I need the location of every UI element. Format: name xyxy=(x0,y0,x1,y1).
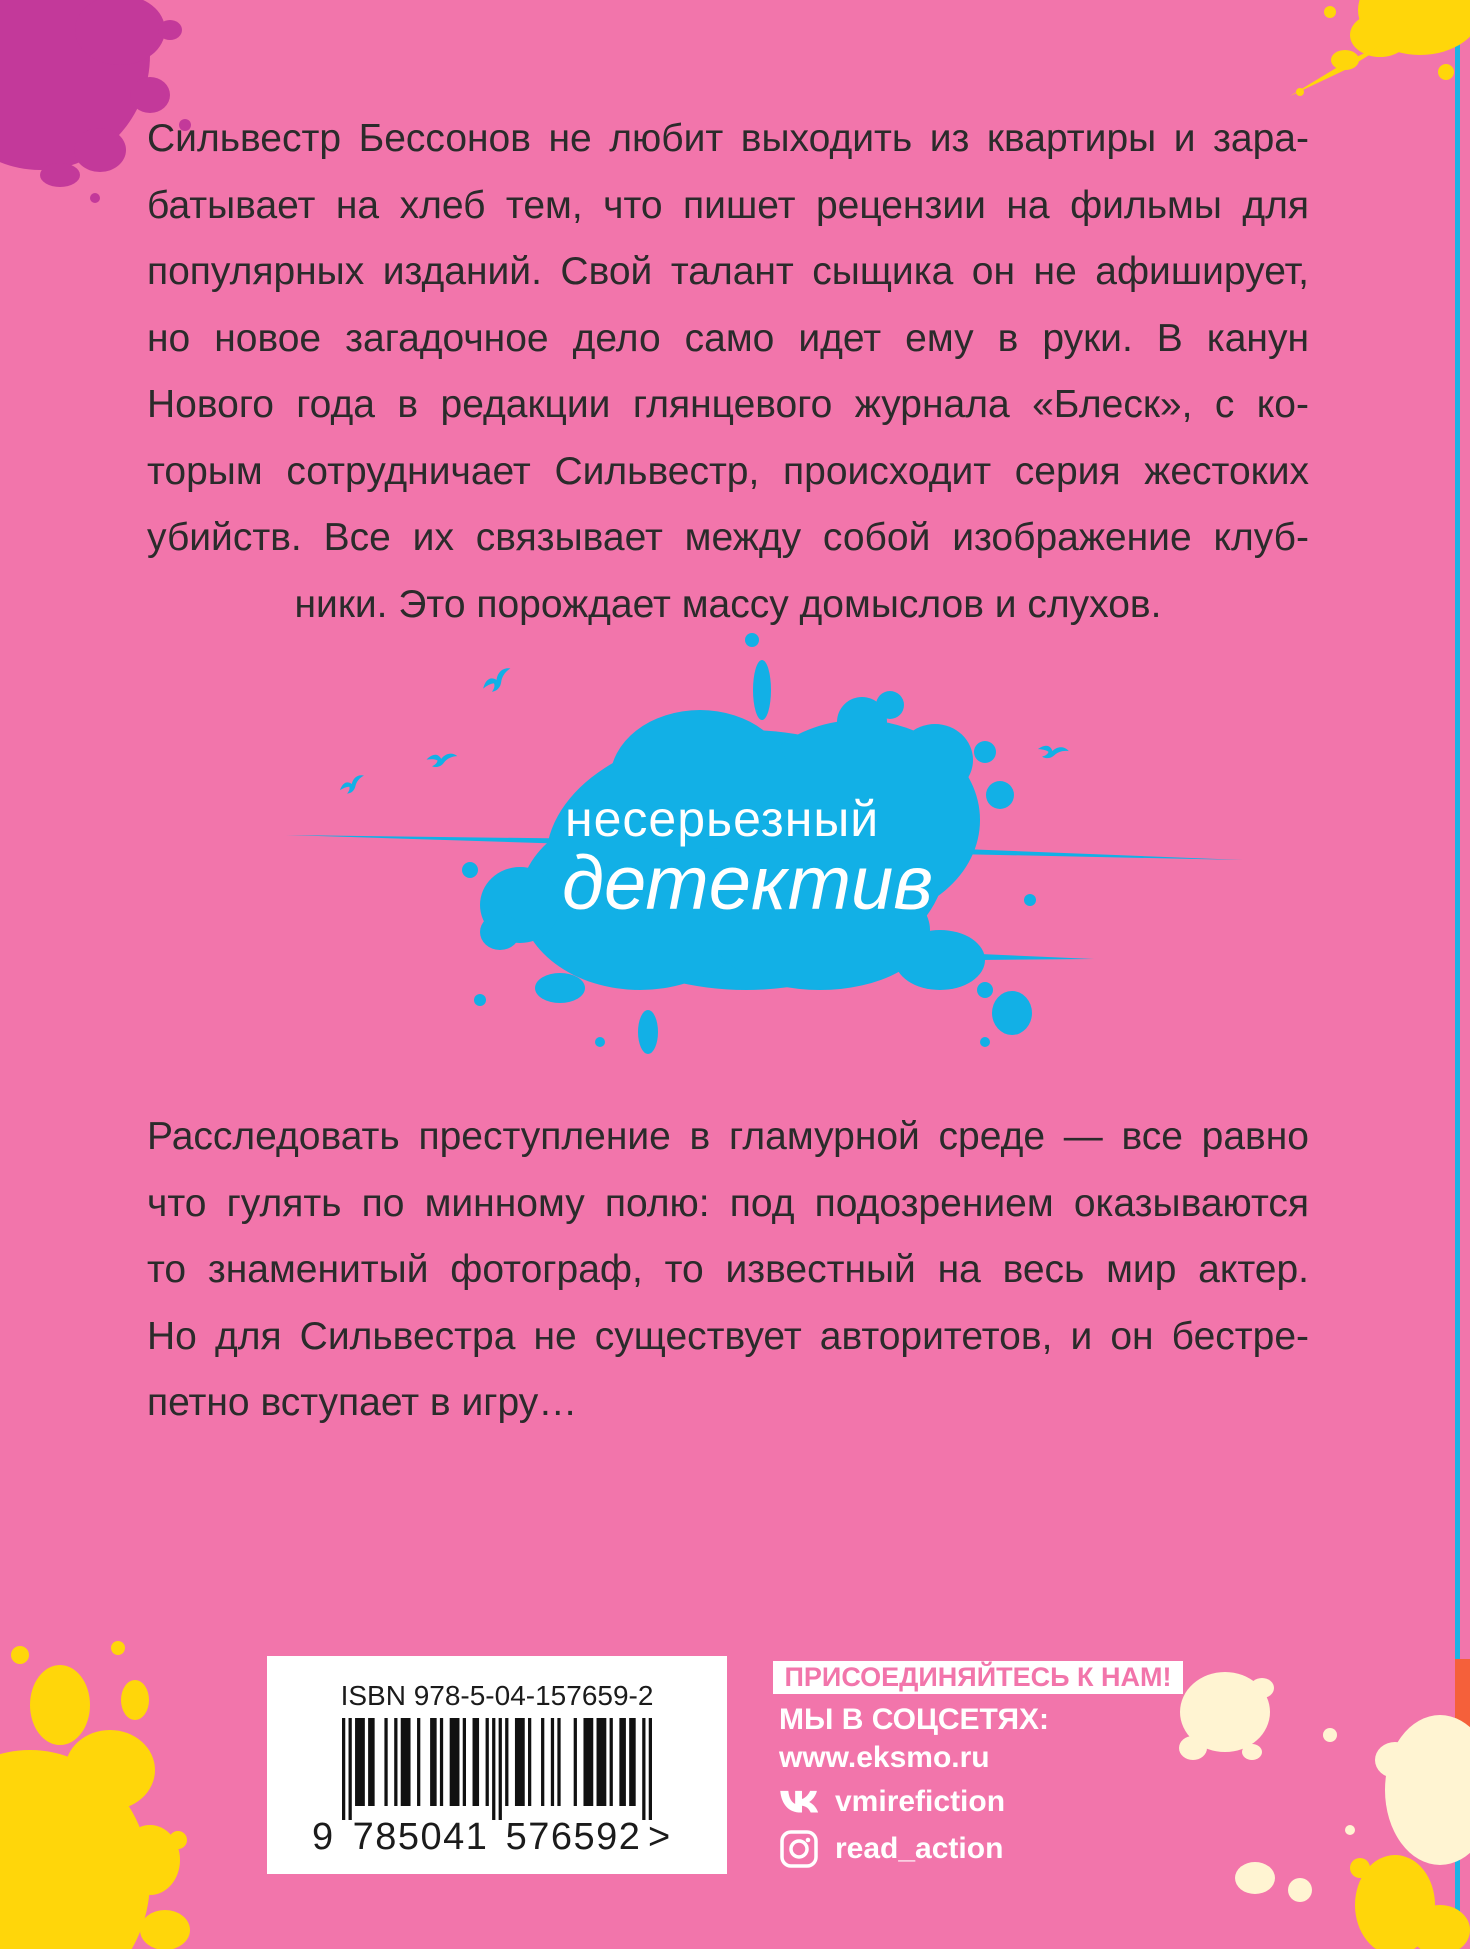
instagram-icon xyxy=(779,1829,819,1869)
barcode-bar xyxy=(394,1718,397,1806)
instagram-handle: read_action xyxy=(835,1832,1004,1865)
yellow-splash-blob xyxy=(65,1730,155,1810)
yellow-splash-streak xyxy=(1290,36,1400,96)
blue-splash-blob xyxy=(897,724,973,796)
blue-splash-blob xyxy=(974,741,996,763)
blurb-line: но новое загадочное дело само идет ему в руки. В канун xyxy=(147,316,1309,360)
magenta-splash-blob xyxy=(74,128,126,172)
blurb-line: батывает на хлеб тем, что пишет рецензии на фильмы для xyxy=(147,183,1309,227)
blue-splash-blob xyxy=(595,1037,605,1047)
blurb-line: Расследовать преступление в гламурной среде — все равно xyxy=(147,1115,1309,1158)
barcode-bar xyxy=(619,1718,626,1806)
barcode-bar xyxy=(463,1718,466,1806)
website-label: www.eksmo.ru xyxy=(779,1741,990,1774)
barcode-bar xyxy=(551,1718,554,1806)
barcode-bar xyxy=(541,1718,544,1806)
blurb-line: Но для Сильвестра не существует авторитетов, и он бестре- xyxy=(147,1314,1309,1358)
blue-splash-blob xyxy=(895,930,985,990)
cream-splash-blob xyxy=(1288,1878,1312,1902)
blue-splash-blob xyxy=(535,973,585,1003)
yellow-splash-blob xyxy=(1438,64,1454,80)
yellow-splash-top-right xyxy=(1290,0,1470,96)
yellow-splash-blob xyxy=(1350,13,1410,57)
instagram-lens xyxy=(791,1841,807,1857)
barcode-bar xyxy=(505,1718,508,1806)
barcode-panel xyxy=(267,1656,727,1874)
cream-splash-blob xyxy=(1385,1715,1470,1865)
blue-splash-blob xyxy=(1024,894,1036,906)
barcode-bar xyxy=(610,1718,613,1806)
barcode-bar xyxy=(440,1718,443,1806)
barcode-bar xyxy=(528,1718,531,1806)
yellow-splash-blob xyxy=(169,1831,187,1849)
blue-splash-blob xyxy=(638,1010,658,1054)
edge-strip-cyan xyxy=(1455,0,1460,1949)
cream-splash-bottom-right xyxy=(1179,1672,1470,1902)
cream-splash-blob xyxy=(1242,1744,1262,1760)
blue-splash-blob xyxy=(753,660,771,720)
blue-splash-blob xyxy=(876,691,904,719)
barcode-bar xyxy=(629,1718,636,1806)
barcode-bar xyxy=(597,1718,607,1806)
blurb-line: ники. Это порождает массу домыслов и слухов. xyxy=(294,582,1162,626)
isbn-label: ISBN 978-5-04-157659-2 xyxy=(340,1680,654,1711)
social-heading: МЫ В СОЦСЕТЯХ: xyxy=(779,1703,1050,1736)
barcode-bar xyxy=(515,1718,525,1806)
blurb-line: Сильвестр Бессонов не любит выходить из квартиры и зара- xyxy=(147,117,1309,160)
blurb-paragraph-2 xyxy=(147,1104,1309,1437)
cream-splash-blob xyxy=(1235,1862,1275,1894)
barcode-bar xyxy=(349,1718,352,1820)
edge-strip xyxy=(1455,0,1470,1949)
magenta-splash-blob xyxy=(90,193,100,203)
yellow-splash-bottom-left xyxy=(0,1641,190,1949)
yellow-splash-blob xyxy=(11,1646,29,1664)
cream-splash-blob xyxy=(1375,1742,1415,1778)
series-title-line-1: несерьезный xyxy=(565,791,880,847)
ean13-barcode xyxy=(342,1718,652,1820)
barcode-quiet-zone-mark: > xyxy=(648,1816,671,1858)
barcode-bar xyxy=(417,1718,420,1806)
vk-icon xyxy=(779,1786,820,1818)
vk-handle: vmirefiction xyxy=(835,1785,1006,1818)
blurb-line: убийств. Все их связывает между собой изображение клуб- xyxy=(147,516,1309,559)
blurb-line: торым сотрудничает Сильвестр, происходит серия жестоких xyxy=(147,449,1309,493)
blurb-line: что гулять по минному полю: под подозрением оказываются xyxy=(147,1181,1309,1225)
barcode-bar xyxy=(473,1718,480,1806)
yellow-splash-blob xyxy=(111,1641,125,1655)
yellow-splash-blob xyxy=(140,1910,190,1949)
barcode-bar xyxy=(492,1718,495,1820)
yellow-splash-bottom-right xyxy=(1350,1855,1470,1949)
series-title-line-2: детектив xyxy=(562,841,933,926)
barcode-bar xyxy=(642,1718,645,1820)
instagram-flash xyxy=(806,1838,811,1843)
blurb-line: Нового года в редакции глянцевого журнала «Блеск», с ко- xyxy=(147,383,1309,426)
barcode-bar xyxy=(384,1718,387,1806)
blurb-line: популярных изданий. Свой талант сыщика он не афиширует, xyxy=(147,250,1309,293)
bird-silhouette xyxy=(338,774,368,795)
yellow-splash-blob xyxy=(121,1680,149,1720)
blurb-paragraph-1 xyxy=(147,106,1309,638)
bird-silhouette xyxy=(479,667,515,695)
barcode-bar xyxy=(574,1718,577,1806)
cream-splash-blob xyxy=(1345,1825,1355,1835)
magenta-splash-blob xyxy=(158,20,182,40)
barcode-bar xyxy=(342,1718,345,1820)
blue-splash-blob xyxy=(980,1037,990,1047)
barcode-bar xyxy=(430,1718,437,1806)
magenta-splash-blob xyxy=(40,163,80,187)
blurb-line: петно вступает в игру… xyxy=(147,1381,578,1424)
barcode-bar xyxy=(499,1718,502,1820)
barcode-bar xyxy=(401,1718,411,1806)
blurb-line: то знаменитый фотограф, то известный на весь мир актер. xyxy=(147,1248,1309,1291)
barcode-right-digits: 576592 xyxy=(505,1816,642,1858)
blue-splash-blob xyxy=(986,781,1014,809)
blue-splash-blob xyxy=(977,982,993,998)
cream-splash-blob xyxy=(1250,1678,1274,1698)
blue-splash-blob xyxy=(474,994,486,1006)
blue-splash-blob xyxy=(480,914,520,950)
yellow-splash-blob xyxy=(1324,6,1336,18)
barcode-first-digit: 9 xyxy=(312,1816,334,1858)
barcode-bar xyxy=(583,1718,593,1806)
barcode-bar xyxy=(368,1718,375,1806)
vk-logo-shape xyxy=(780,1791,818,1813)
cream-splash-blob xyxy=(1323,1728,1337,1742)
join-us-banner: ПРИСОЕДИНЯЙТЕСЬ К НАМ! xyxy=(773,1661,1183,1694)
yellow-splash-blob xyxy=(1350,1858,1370,1878)
barcode-bar xyxy=(486,1718,489,1806)
bird-silhouette xyxy=(426,750,458,771)
cream-splash-blob xyxy=(1193,1695,1203,1705)
instagram-frame xyxy=(782,1832,816,1866)
blue-splash-blob xyxy=(992,991,1032,1035)
barcode-bar xyxy=(450,1718,460,1806)
blue-splash-blob xyxy=(462,862,478,878)
cream-splash-blob xyxy=(1179,1736,1207,1760)
barcode-left-digits: 785041 xyxy=(352,1816,489,1858)
yellow-splash-blob xyxy=(30,1665,90,1745)
barcode-bar xyxy=(557,1718,560,1806)
bird-silhouette xyxy=(1036,739,1069,764)
barcode-bar xyxy=(649,1718,652,1820)
barcode-bar xyxy=(355,1718,365,1806)
